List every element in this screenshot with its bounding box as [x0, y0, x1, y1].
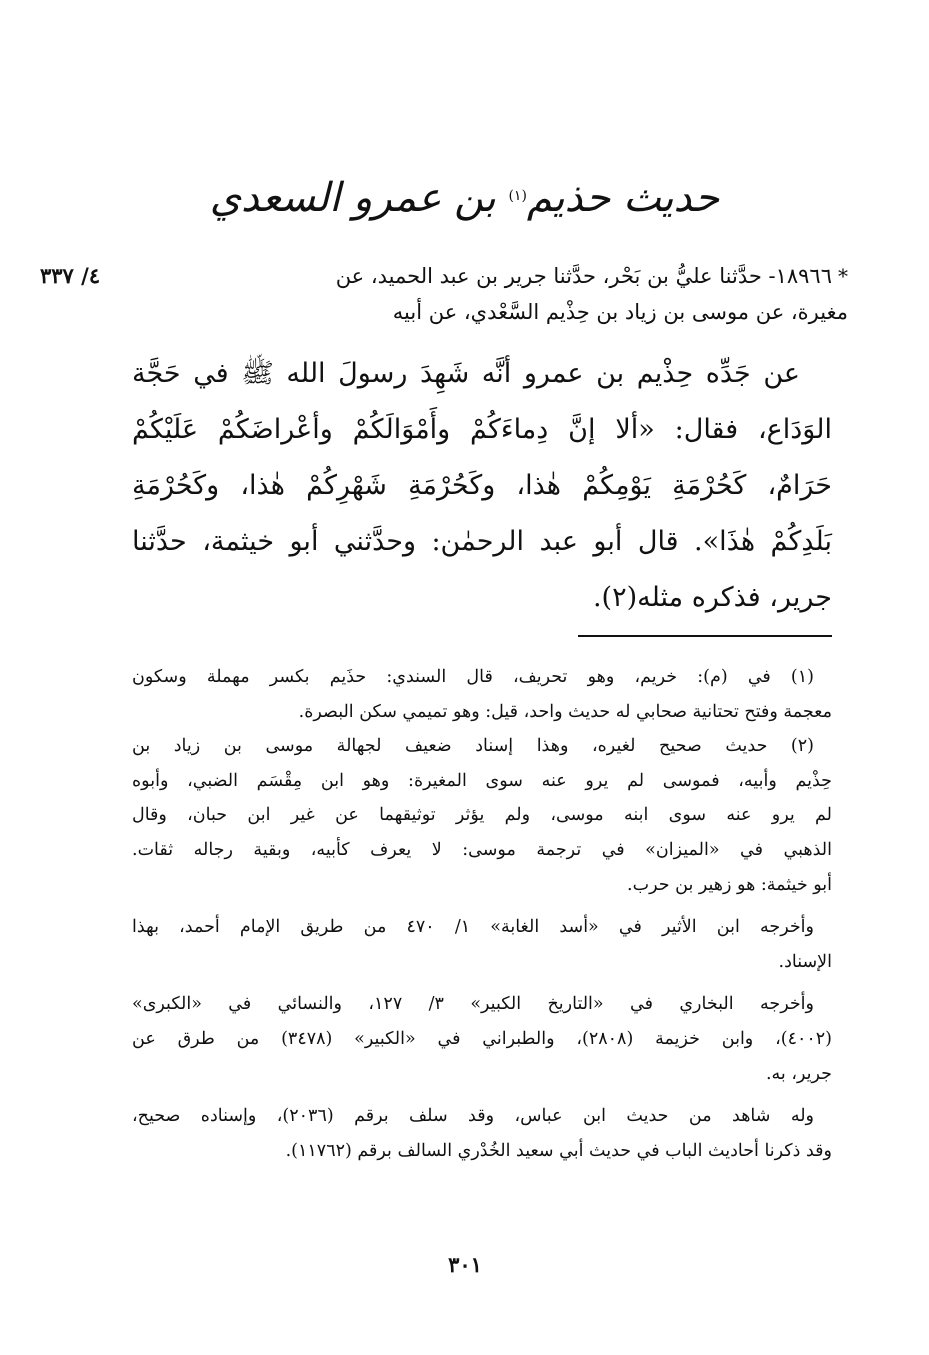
chapter-title-start: حديث حذيم	[526, 175, 720, 221]
matn-line: جرير، فذكره مثله(٢).	[592, 582, 832, 613]
paragraph-gap	[132, 979, 832, 987]
footnote-line: الذهبي في «الميزان» في ترجمة موسى: لا يعرف كأبيه، وبقية رجاله ثقات.	[132, 839, 832, 860]
hadith-matn	[132, 346, 832, 626]
title-footnote-marker: (١)	[508, 188, 527, 204]
paragraph-gap	[132, 902, 832, 910]
chapter-title	[200, 168, 729, 228]
footnote-line: لم يرو عنه سوى ابنه موسى، ولم يؤثر توثيقهما عن غير ابن حبان، وقال	[132, 805, 832, 826]
matn-line: حَرَامٌ، كَحُرْمَةِ يَوْمِكُمْ هٰذا، وكَحُرْمَةِ شَهْرِكُمْ هٰذا، وكَحُرْمَةِ	[132, 470, 832, 501]
matn-line: عن جَدِّه حِذْيم بن عمرو أنَّه شَهِدَ رسولَ الله ﷺ في حَجَّة	[132, 358, 800, 389]
footnote-line: معجمة وفتح تحتانية صحابي له حديث واحد، قيل: وهو تميمي سكن البصرة.	[298, 701, 832, 722]
footnote-line: حِذْيم وأبيه، فموسى لم يرو عنه سوى المغيرة: وهو ابن مِقْسَم الضبي، وأبوه	[132, 770, 832, 791]
footnotes	[132, 660, 832, 1168]
paragraph-gap	[132, 1091, 832, 1099]
volume-page-reference: ٤/ ٣٣٧	[40, 263, 101, 288]
isnad-line	[148, 258, 848, 294]
isnad-line-text: ١٨٩٦٦- حدَّثنا عليُّ بن بَحْر، حدَّثنا جرير بن عبد الحميد، عن	[335, 264, 832, 288]
matn-line: الوَدَاع، فقال: «ألا إنَّ دِماءَكُمْ وأَمْوَالَكُمْ وأعْراضَكُمْ عَلَيْكُمْ	[132, 414, 832, 445]
star-marker-icon: *	[838, 264, 848, 288]
chapter-title-end: بن عمرو السعدي	[209, 175, 496, 221]
footnote-line: وأخرجه البخاري في «التاريخ الكبير» ٣/ ١٢٧، والنسائي في «الكبرى»	[132, 994, 814, 1015]
footnote-line: وأخرجه ابن الأثير في «أسد الغابة» ١/ ٤٧٠ من طريق الإمام أحمد، بهذا	[132, 917, 814, 938]
hadith-isnad	[148, 258, 848, 330]
page-number: ٣٠١	[448, 1252, 482, 1277]
footnote-line: الإسناد.	[778, 951, 832, 972]
isnad-line: مغيرة، عن موسى بن زياد بن حِذْيم السَّعْدي، عن أبيه	[392, 300, 848, 324]
footnote-line: وقد ذكرنا أحاديث الباب في حديث أبي سعيد الخُدْري السالف برقم (١١٧٦٢).	[285, 1140, 832, 1161]
footnote-line: جرير، به.	[765, 1063, 832, 1084]
footnote-line: (٢) حديث صحيح لغيره، وهذا إسناد ضعيف لجهالة موسى بن زياد بن	[132, 736, 814, 757]
footnote-line: وله شاهد من حديث ابن عباس، وقد سلف برقم (٢٠٣٦)، وإسناده صحيح،	[132, 1106, 814, 1127]
footnote-line: (٤٠٠٢)، وابن خزيمة (٢٨٠٨)، والطبراني في «الكبير» (٣٤٧٨) من طرق عن	[132, 1028, 832, 1049]
footnote-line: (١) في (م): خريم، وهو تحريف، قال السندي: حذَيم بكسر مهملة وسكون	[132, 667, 814, 687]
matn-line: بَلَدِكُمْ هٰذَا». قال أبو عبد الرحمٰن: وحدَّثني أبو خيثمة، حدَّثنا	[132, 526, 832, 557]
footnote-line: أبو خيثمة: هو زهير بن حرب.	[627, 874, 832, 895]
footnote-separator	[578, 635, 832, 637]
